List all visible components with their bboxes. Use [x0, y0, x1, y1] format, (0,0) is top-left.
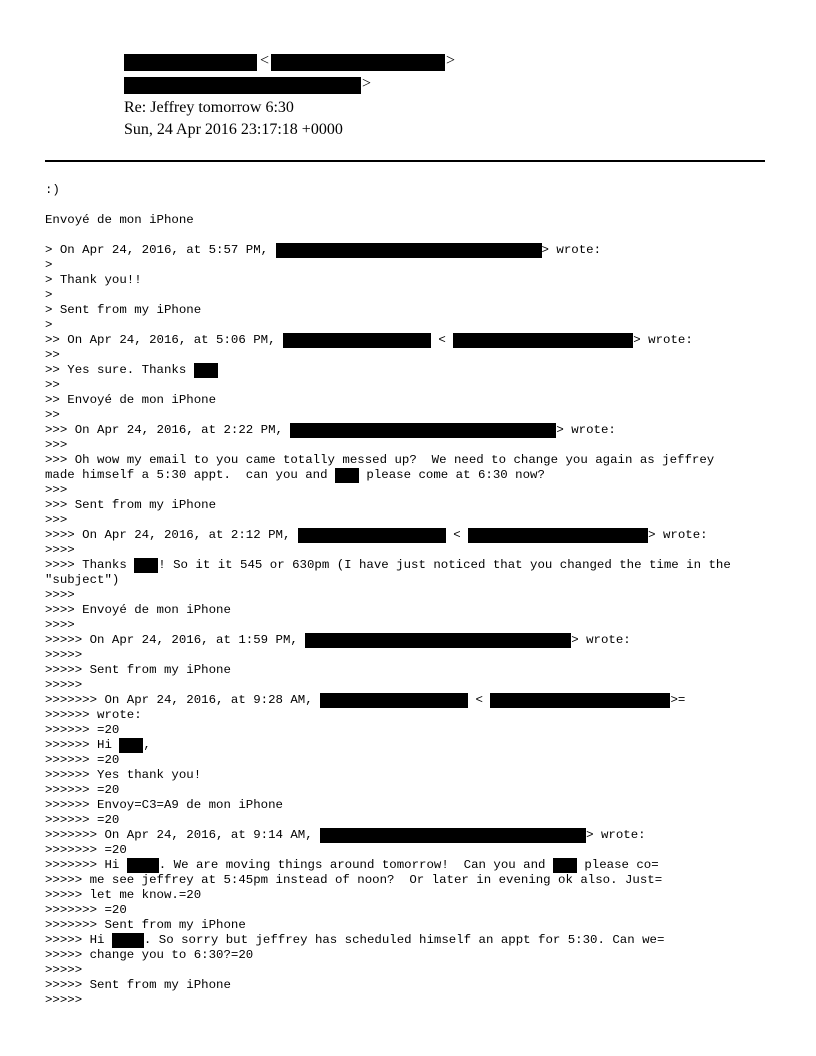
body-line: >>	[45, 348, 60, 362]
redacted-block	[320, 693, 468, 708]
redacted-block	[134, 558, 158, 573]
redacted-block	[298, 528, 446, 543]
body-line: >>>>>> =20	[45, 783, 120, 797]
body-line: >>>>>	[45, 963, 83, 977]
body-line: >>>>>>> =20	[45, 903, 127, 917]
redacted-block	[276, 243, 542, 258]
redacted-block	[194, 363, 218, 378]
redacted-block	[335, 468, 359, 483]
body-line: >>>>>	[45, 648, 83, 662]
body-line: >>	[45, 408, 60, 422]
body-line: >>>>> me see jeffrey at 5:45pm instead of noon? Or later in evening ok also. Just=	[45, 873, 663, 887]
body-line: >>> Oh wow my email to you came totally messed up? We need to change you again as jeffrey	[45, 453, 715, 467]
body-line: >> Yes sure. Thanks	[45, 363, 218, 378]
body-line: >>>>> change you to 6:30?=20	[45, 948, 254, 962]
redacted-block	[290, 423, 556, 438]
body-line: > Sent from my iPhone	[45, 303, 202, 317]
body-line: >>> Sent from my iPhone	[45, 498, 217, 512]
redacted-block	[453, 333, 633, 348]
redacted-block	[490, 693, 670, 708]
body-line: "subject")	[45, 573, 120, 587]
body-line: >>>>> Hi . So sorry but jeffrey has scheduled himself an appt for 5:30. Can we=	[45, 933, 665, 947]
body-line: >>>	[45, 483, 68, 497]
from-bracket-open: <	[260, 52, 270, 69]
date-value: Sun, 24 Apr 2016 23:17:18 +0000	[124, 121, 343, 138]
body-line: >>> On Apr 24, 2016, at 2:22 PM, > wrote:	[45, 423, 616, 437]
body-line: >>>	[45, 438, 68, 452]
redacted-block	[553, 858, 577, 873]
body-line: Envoyé de mon iPhone	[45, 213, 194, 227]
body-line: >	[45, 258, 53, 272]
body-line: >>>>>>> Sent from my iPhone	[45, 918, 246, 932]
body-line: >>>>> Sent from my iPhone	[45, 978, 231, 992]
header-divider	[45, 160, 765, 162]
redacted-from-email	[271, 54, 445, 71]
from-bracket-close: >	[446, 52, 456, 69]
body-line: >>>>>>> =20	[45, 843, 127, 857]
redacted-block	[320, 828, 586, 843]
body-line: >>>>>>> Hi . We are moving things around tomorrow! Can you and please co=	[45, 858, 659, 872]
body-line: >>>> Envoyé de mon iPhone	[45, 603, 231, 617]
body-line: >>>>	[45, 618, 75, 632]
subject-value: Re: Jeffrey tomorrow 6:30	[124, 99, 294, 116]
body-line: >>>>> On Apr 24, 2016, at 1:59 PM, > wrote:	[45, 633, 631, 647]
redacted-block	[305, 633, 571, 648]
body-line: >>>>	[45, 588, 75, 602]
redacted-block	[468, 528, 648, 543]
body-line: >>>>>> =20	[45, 723, 120, 737]
body-line: >>>>>> Hi ,	[45, 738, 151, 752]
body-line: >>>>>> Yes thank you!	[45, 768, 202, 782]
body-line: >	[45, 288, 53, 302]
redacted-from-name	[124, 54, 257, 71]
body-line: >>>>	[45, 543, 75, 557]
body-line: >>>>>	[45, 993, 83, 1007]
body-line: >>>>>> Envoy=C3=A9 de mon iPhone	[45, 798, 283, 812]
body-line: >>>>> let me know.=20	[45, 888, 202, 902]
body-line: >>>>>> wrote:	[45, 708, 142, 722]
body-line: >>>>> Sent from my iPhone	[45, 663, 231, 677]
to-bracket-close: >	[362, 75, 372, 92]
body-line: >>>>>> =20	[45, 753, 120, 767]
body-line: >>>> Thanks ! So it it 545 or 630pm (I have just noticed that you changed the time in the	[45, 558, 731, 572]
redacted-block	[283, 333, 431, 348]
body-line: >>>	[45, 513, 68, 527]
redacted-block	[127, 858, 159, 873]
redacted-block	[112, 933, 144, 948]
body-line: > Thank you!!	[45, 273, 142, 287]
body-line: >>>>>> =20	[45, 813, 120, 827]
body-line: >>>>>>> On Apr 24, 2016, at 9:14 AM, > wrote:	[45, 828, 646, 842]
redacted-block	[119, 738, 143, 753]
body-line: >>	[45, 378, 60, 392]
body-line: >	[45, 318, 53, 332]
body-line: >>>>>>> On Apr 24, 2016, at 9:28 AM, < >=	[45, 693, 686, 707]
body-line: made himself a 5:30 appt. can you and please come at 6:30 now?	[45, 468, 545, 482]
body-line: >>>>>	[45, 678, 83, 692]
body-line: :)	[45, 183, 60, 197]
redacted-to-address	[124, 77, 361, 94]
body-line: > On Apr 24, 2016, at 5:57 PM, > wrote:	[45, 243, 602, 257]
body-line: >> Envoyé de mon iPhone	[45, 393, 217, 407]
body-line: >> On Apr 24, 2016, at 5:06 PM, < > wrote:	[45, 333, 693, 347]
body-line: >>>> On Apr 24, 2016, at 2:12 PM, < > wrote:	[45, 528, 708, 542]
